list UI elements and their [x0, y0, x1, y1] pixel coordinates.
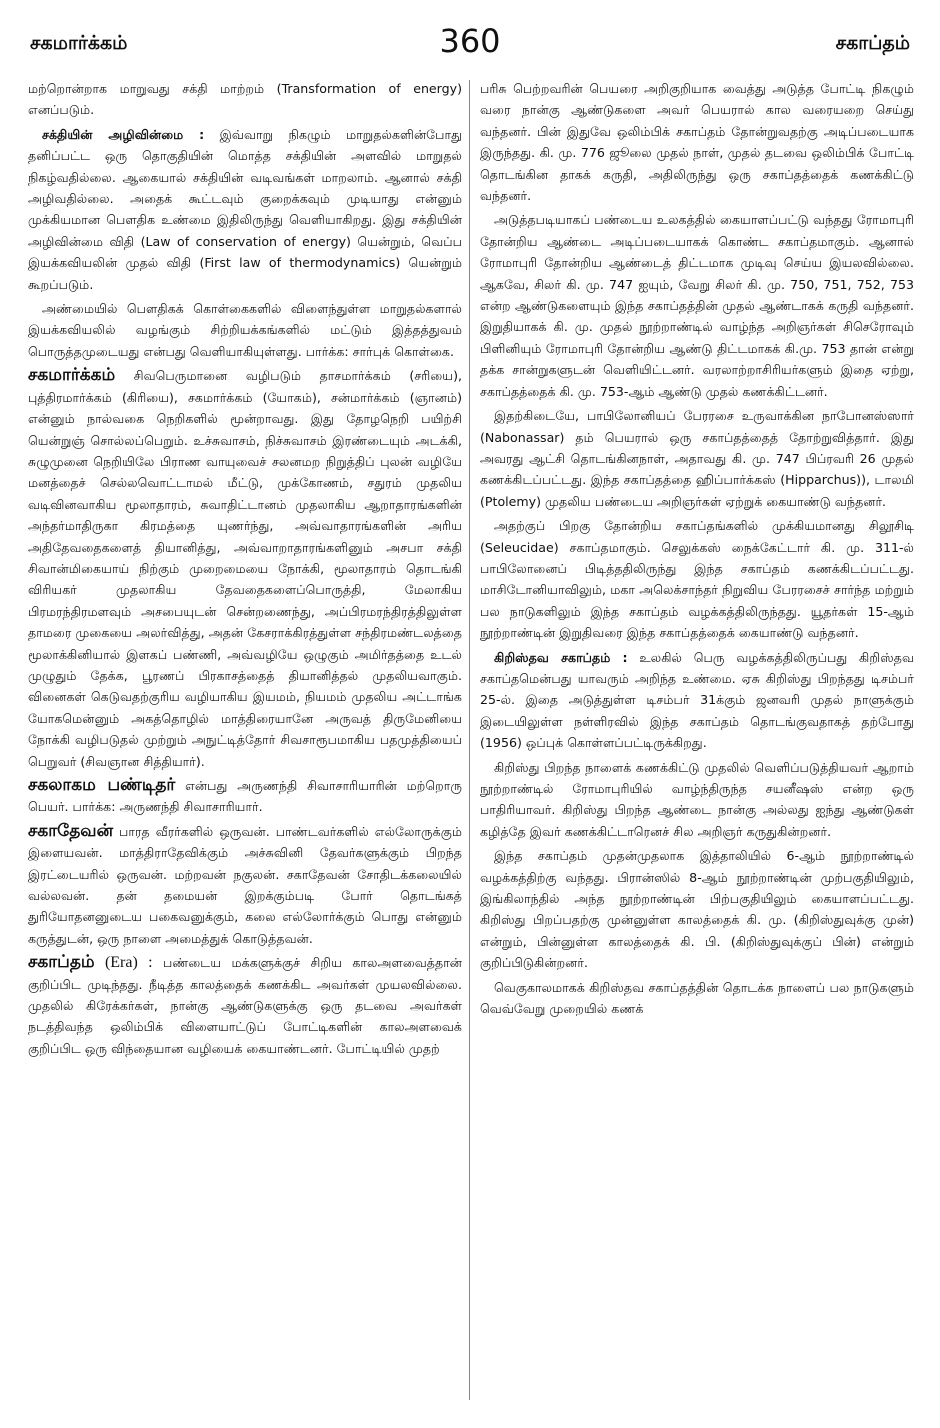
paragraph: கிறிஸ்து பிறந்த நாளைக் கணக்கிட்டு முதலில் வெளிப்படுத்தியவர் ஆறாம் நூற்றாண்டில் ரோமாபுரியில் வாழ்ந்திருந்த சயனீஷஸ் என்ற ஒரு பாதிரியாவர். கிறிஸ்து பிறந்த ஆண்டை நான்கு அல்லது ஐந்து ஆண்டுகள் கழித்தே இவர் கணக்கிட்டாரெனச் சில அறிஞர் கருதுகின்றனர்.: [480, 759, 914, 839]
paragraph-text: இவ்வாறு நிகழும் மாறுதல்களின்போது தனிப்பட்ட ஒரு தொகுதியின் மொத்த சக்தியின் அளவில் மாறுதல் நிகழ்வதில்லை. ஆகையால் சக்தியின் வடிவங்கள் மாறலாம். ஆனால் சக்தி அழிவதில்லை. அதைக் கூட்டவும் குறைக்கவும் முடியாது என்னும் முக்கியமான பௌதிக உண்மை இதிலிருந்து வெளியாகிறது. இது சக்தியின் அழிவின்மை விதி (Law of conservation of energy) யென்றும், வெப்ப இயக்கவியலின் முதல் விதி (First law of thermodynamics) யென்றும் கூறப்படும்.: [28, 126, 462, 292]
entry-text: என்பது அருணந்தி சிவாசாரியாரின் மற்றொரு பெயர். பார்க்க: அருணந்தி சிவாசாரியார்.: [28, 778, 462, 815]
paragraph: மற்றொன்றாக மாறுவது சக்தி மாற்றம் (Transformation of energy) எனப்படும்.: [28, 81, 462, 118]
right-column: [480, 78, 914, 1408]
entry-text: பண்டைய மக்களுக்குச் சிறிய காலஅளவைத்தான் குறிப்பிட முடிந்தது. நீடித்த காலத்தைக் கணக்கிட அவர்கள் முயலவில்லை. முதலில் கிரேக்கர்கள், நான்கு ஆண்டுகளுக்கு ஒரு தடவை அவர்கள் நடத்திவந்த ஒலிம்பிக் விளையாட்டுப் போட்டிகளின் காலஅளவைக் குறிப்பிட ஒரு விந்தையான வழியைக் கையாண்டனர். போட்டியில் முதற்: [28, 955, 462, 1056]
entry-english-term: (Era) :: [94, 954, 153, 972]
paragraph: அடுத்தபடியாகப் பண்டைய உலகத்தில் கையாளப்பட்டு வந்தது ரோமாபுரி தோன்றிய ஆண்டை அடிப்படையாகக் கொண்ட சகாப்தமாகும். ஆனால் ரோமாபுரி தோன்றிய ஆண்டைத் திட்டமாக முடிவு செய்ய இயலவில்லை. ஆகவே, சிலர் கி. மு. 747 ஐயும், வேறு சிலர் கி. மு. 750, 751, 752, 753 என்ற ஆண்டுகளையும் இந்த சகாப்தத்தின் முதல் ஆண்டாகக் கருதி வந்தனர். இறுதியாகக் கி. மு. முதல் நூற்றாண்டில் வாழ்ந்த அறிஞர்கள் சிசெரோவும் பிளினியும் ரோமாபுரி தோன்றிய ஆண்டு திட்டமாகக் கி.மு. 753 தான் என்று தக்க சான்றுகளுடன் வெளியிட்டனர். வரலாற்றாசிரியர்களும் இதை ஏற்று, சகாப்தத்தைக் கி. மு. 753-ஆம் ஆண்டு முதல் கணக்கிட்டனர்.: [480, 212, 914, 399]
running-head-right: சகாப்தம்: [835, 32, 910, 54]
entry: [28, 952, 462, 1059]
paragraph: [480, 647, 914, 754]
entry-headword: சகாதேவன்: [28, 820, 114, 841]
paragraph: அதற்குப் பிறகு தோன்றிய சகாப்தங்களில் முக்கியமானது சிலூசிடி (Seleucidae) சகாப்தமாகும். செலுக்கஸ் நைக்கேட்டார் கி. மு. 311-ல் பாபிலோனைப் பிடித்ததிலிருந்து இந்த சகாப்தம் கணக்கிடப்பட்டது. மாசிடோனியாவிலும், மகா அலெக்சாந்தர் நிறுவிய பேரரசைச் சார்ந்த மற்றும் பல நாடுகளிலும் இந்த சகாப்தம் வழக்கத்திலிருந்தது. யூதர்கள் 15-ஆம் நூற்றாண்டின் இறுதிவரை இந்த சகாப்தத்தைக் கையாண்டு வந்தனர்.: [480, 518, 914, 641]
page-number: 360: [439, 22, 501, 60]
entry-text: பாரத வீரர்களில் ஒருவன். பாண்டவர்களில் எல்லோருக்கும் இளையவன். மாத்திராதேவிக்கும் அச்சுவினி தேவர்களுக்கும் பிறந்த இரட்டையரில் ஒருவன். மற்றவன் நகுலன். சகாதேவன் சோதிடக்கலையில் வல்லவன். தன் தமையன் இறக்கும்படி போர் தொடங்கத் துரியோதனனுடைய பகைவனுக்கும், கலை எல்லோர்க்கும் பொது என்னும் கருத்துடன், ஒரு நாளை அமைத்துக் கொடுத்தவன்.: [28, 823, 462, 946]
entry-text: சிவபெருமானை வழிபடும் தாசமார்க்கம் (சரியை), புத்திரமார்க்கம் (கிரியை), சகமார்க்கம் (யோகம்), சன்மார்க்கம் (ஞானம்) என்னும் நால்வகை நெறிகளில் மூன்றாவது. இது தோழநெறி பயிற்சி யென்றுஞ் சொல்லப்பெறும். உச்சுவாசம், நிச்சுவாசம் இரண்டையும் அடக்கி, சுழுமுனை நெறியிலே பிராண வாயுவைச் சலனமற நிறுத்திப் புலன் வழியே மனத்தைச் செல்லவொட்டாமல் மீட்டு, முக்கோணம், சதுரம் முதலிய வடிவினவாகிய மூலாதாரம், சுவாதிட்டானம் முதலாகிய ஆறாதாரங்களின் அந்தர்மாதிருகா கிரமத்தை யுணர்ந்து, அவ்வாதாரங்களின் அரிய அதிதேவதைகளைத் தியானித்து, அவ்வாறாதாரங்களினும் அசபா சக்தி சிவான்மிகையாய் நிற்கும் முறைமையை நோக்கி, மூலாதாரம் தொடங்கி விரியகர் முதலாகிய தேவதைகளைப்பொருத்தி, மேலாகிய பிரமரந்திரமளவும் அசபையுடன் சென்றணைந்து, அப்பிரமரந்திரத்திலுள்ள தாமரை முகையை அலர்வித்து, அதன் கேசராக்கிரத்துள்ள சந்திரமண்டலத்தை மூலாக்கினியால் இளகப் பண்ணி, அவ்வழியே ஒழுகும் அமிர்தத்தை உடல் முழுதும் தேக்க, பூரணப் பிரகாசத்தைத் தியானித்தல் முதலியவாகும். வினைகள் கெடுவதற்குரிய வழியாகிய இயமம், நியமம் முதலிய அட்டாங்க யோகமென்னும் அகத்தொழில் மாத்திரையானே அருவத் திருமேனியை நோக்கி வழிபடுதல் முற்றும் அநுட்டித்தோர் சிவசாரூபமாகிய பதமுத்தியைப் பெறுவர் (சிவஞான சித்தியார்).: [28, 368, 462, 769]
paragraph: இதற்கிடையே, பாபிலோனியப் பேரரசை உருவாக்கின நாபோனஸ்ஸார் (Nabonassar) தம் பெயரால் ஒரு சகாப்தத்தைத் தோற்றுவித்தார். இது அவரது ஆட்சி தொடங்கினநாள், அதாவது கி. மு. 747 பிப்ரவரி 26 முதல் கணக்கிடப்பட்டது. இந்த சகாப்தத்தை ஹிப்பார்க்கஸ் (Hipparchus)), டாலமி (Ptolemy) முதலிய பண்டைய அறிஞர்கள் ஏற்றுக் கையாண்டு வந்தனர்.: [480, 408, 914, 509]
running-head-left: சகமார்க்கம்: [30, 32, 128, 54]
paragraph: பரிசு பெற்றவரின் பெயரை அறிகுறியாக வைத்து அடுத்த போட்டி நிகழும் வரை நான்கு ஆண்டுகளை அவர் பெயரால் கால வரையறை செய்து வந்தனர். பின் இதுவே ஒலிம்பிக் சகாப்தம் தோன்றுவதற்கு அடிப்படையாக இருந்தது. கி. மு. 776 ஜூலை முதல் நாள், முதல் தடவை ஒலிம்பிக் போட்டி தொடங்கின தாகக் கருதி, அதிலிருந்து ஒரு சகாப்தத்தைக் கணக்கிட்டு வந்தனர்.: [480, 81, 914, 204]
entry-headword: சகலாகம பண்டிதர்: [28, 775, 176, 795]
subheading: கிறிஸ்தவ சகாப்தம் :: [494, 649, 628, 665]
paragraph: வெகுகாலமாகக் கிறிஸ்தவ சகாப்தத்தின் தொடக்க நாளைப் பல நாடுகளும் வெவ்வேறு முறையில் கணக்: [480, 979, 914, 1017]
paragraph-text: உலகில் பெரு வழக்கத்திலிருப்பது கிறிஸ்தவ சகாப்தமென்பது யாவரும் அறிந்த உண்மை. ஏசு கிறிஸ்து பிறந்தது டிசம்பர் 25-ல். இதை அடுத்துள்ள டிசம்பர் 31க்கும் ஜனவரி முதல் நாளுக்கும் இடையிலுள்ள நள்ளிரவில் இந்த சகாப்தம் தொடங்குவதாகத் தற்போது (1956) ஒப்புக் கொள்ளப்பட்டிருக்கிறது.: [480, 649, 914, 751]
paragraph: அண்மையில் பௌதிகக் கொள்கைகளில் விளைந்துள்ள மாறுதல்களால் இயக்கவியலில் வழங்கும் சிற்றியக்கங்களில் மட்டும் இத்தத்துவம் பொருத்தமுடையது என்பது வெளியாகியுள்ளது. பார்க்க: சார்புக் கொள்கை.: [28, 301, 462, 359]
subheading: சக்தியின் அழிவின்மை :: [42, 126, 205, 142]
entry-headword: சகாப்தம்: [28, 952, 95, 973]
entry: [28, 365, 462, 772]
paragraph: [28, 124, 462, 295]
page-header: [30, 22, 910, 62]
column-divider: [469, 80, 470, 1400]
entry: [28, 821, 462, 949]
left-column: [28, 78, 462, 1408]
entry: [28, 775, 462, 818]
paragraph: இந்த சகாப்தம் முதன்முதலாக இத்தாலியில் 6-ஆம் நூற்றாண்டில் வழக்கத்திற்கு வந்தது. பிரான்ஸில் 8-ஆம் நூற்றாண்டின் முற்பகுதியிலும், இங்கிலாந்தில் அந்த நூற்றாண்டின் பிற்பகுதியிலும் கையாளப்பட்டது. கிறிஸ்து பிறப்பதற்கு முன்னுள்ள காலத்தைக் கி. மு. (கிறிஸ்துவுக்கு முன்) என்றும், பின்னுள்ள காலத்தைக் கி. பி. (கிறிஸ்துவுக்குப் பின்) என்றும் குறிப்பிடுகின்றனர்.: [480, 848, 914, 971]
entry-headword: சகமார்க்கம்: [28, 365, 116, 386]
